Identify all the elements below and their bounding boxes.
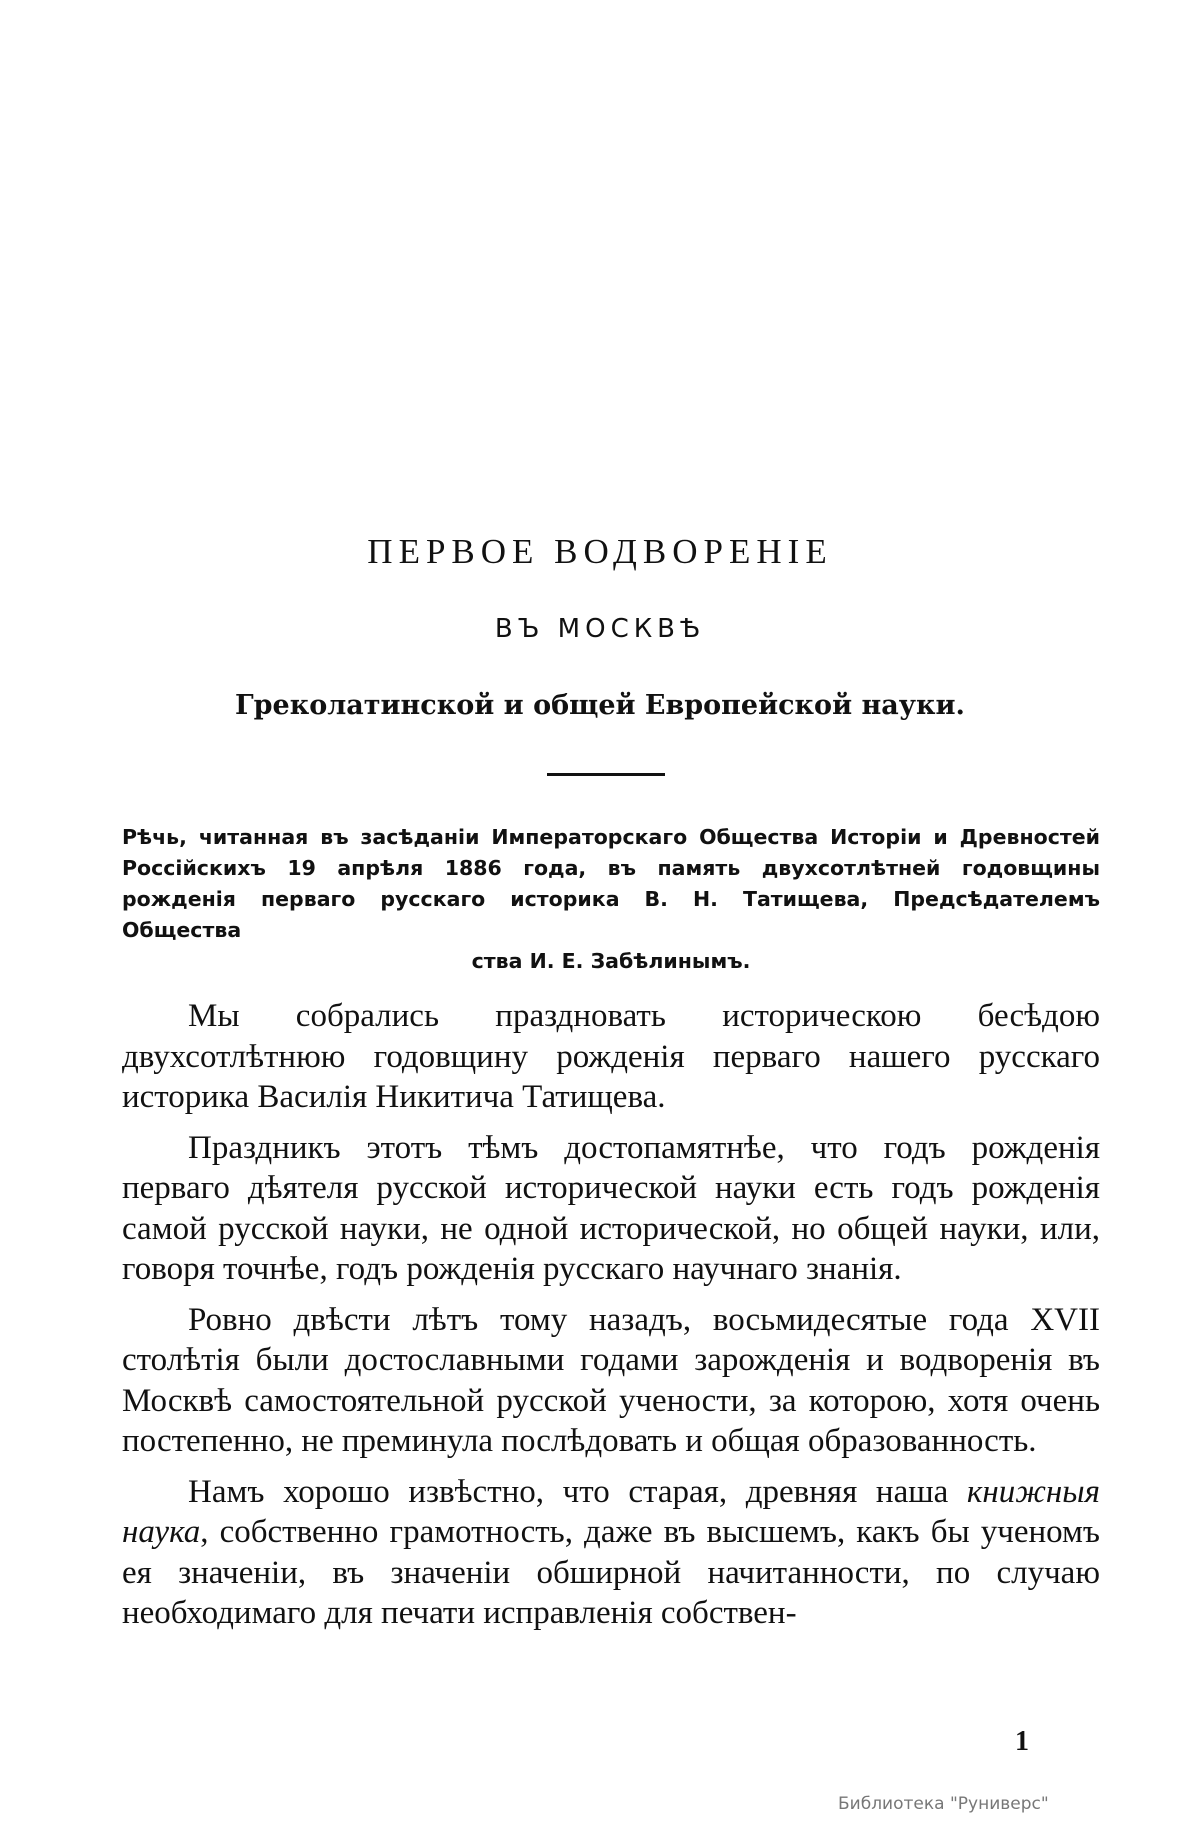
paragraph-text-start: Намъ хорошо извѣстно, что старая, древняя наша bbox=[188, 1473, 967, 1510]
divider-rule bbox=[547, 773, 665, 776]
page-subtitle: ВЪ МОСКВѢ bbox=[494, 614, 706, 644]
paragraph: Ровно двѣсти лѣтъ тому назадъ, восьмидесятые года XVII столѣтія были достославными годами зарожденія и водворенія въ Москвѣ самостоятельной русской учености, за которою, хотя очень постепенно, не преминула послѣдовать и общая образованность. bbox=[122, 1301, 1100, 1459]
speech-note bbox=[122, 822, 1100, 977]
speech-note-last-line: ства И. Е. Забѣлинымъ. bbox=[471, 949, 751, 973]
speech-note-text: Рѣчь, читанная въ засѣданіи Императорскаго Общества Исторіи и Древностей Россійскихъ 19 апрѣля 1886 года, въ память двухсотлѣтней годовщины рожденія перваго русскаго историка В. Н. Татищева, Предсѣдателемъ Общества bbox=[122, 825, 1100, 942]
body-text bbox=[122, 996, 1100, 1644]
library-watermark: Библиотека "Руниверс" bbox=[838, 1794, 1049, 1814]
paragraph: Мы собрались праздновать историческою бесѣдою двухсотлѣтнюю годовщину рожденія перваго нашего русскаго историка Василія Никитича Татищева. bbox=[122, 998, 1100, 1115]
paragraph-italic-term: книжныя наука bbox=[122, 1473, 1100, 1550]
paragraph-text-end: , собственно грамотность, даже въ высшемъ, какъ бы ученомъ ея значеніи, въ значеніи обширной начитанности, по случаю необходимаго для печати исправленія собствен- bbox=[122, 1514, 1100, 1631]
page-number: 1 bbox=[1015, 1726, 1029, 1757]
paragraph: Праздникъ этотъ тѣмъ достопамятнѣе, что годъ рожденія перваго дѣятеля русской исторической науки есть годъ рожденія самой русской науки, не одной исторической, но общей науки, или, говоря точнѣе, годъ рожденія русскаго научнаго знанія. bbox=[122, 1129, 1100, 1287]
page-title: ПЕРВОЕ ВОДВОРЕНІЕ bbox=[367, 532, 833, 571]
paragraph bbox=[122, 1472, 1100, 1634]
page-subtitle-secondary: Греколатинской и общей Европейской науки. bbox=[235, 690, 965, 721]
